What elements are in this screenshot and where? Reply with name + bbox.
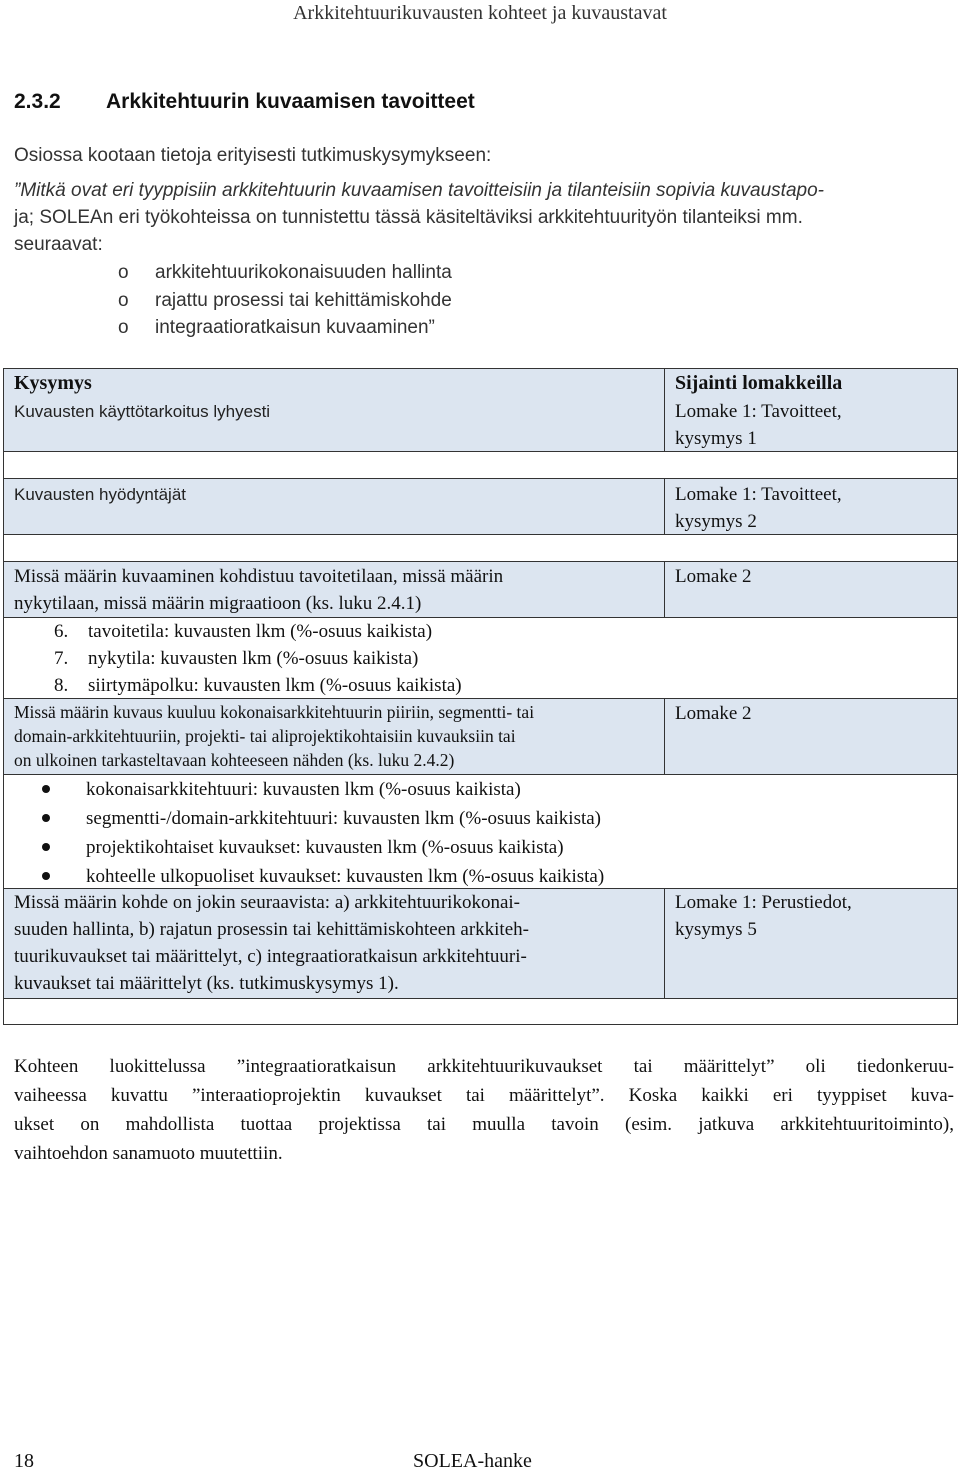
running-header: Arkkitehtuurikuvausten kohteet ja kuvaustavat bbox=[293, 2, 667, 24]
section-heading bbox=[14, 90, 475, 114]
quote-line: ”Mitkä ovat eri tyyppisiin arkkitehtuurin kuvaamisen tavoitteisiin ja tilanteisiin sopivia kuvaustapo- bbox=[14, 180, 824, 201]
location-line: Lomake 1: Tavoitteet, bbox=[675, 484, 842, 505]
list-item-text: arkkitehtuurikokonaisuuden hallinta bbox=[155, 262, 452, 283]
location-line: kysymys 2 bbox=[675, 511, 757, 532]
table-header-location: Sijainti lomakkeilla bbox=[675, 372, 843, 394]
question-cell bbox=[14, 563, 503, 617]
numbered-list bbox=[54, 618, 462, 699]
section-title: Arkkitehtuurin kuvaamisen tavoitteet bbox=[106, 90, 475, 113]
location-line: kysymys 5 bbox=[675, 919, 757, 940]
list-item-text: integraatioratkaisun kuvaaminen” bbox=[155, 317, 435, 338]
list-item: projektikohtaiset kuvaukset: kuvausten lkm (%-osuus kaikista) bbox=[34, 833, 604, 862]
question-cell: Kuvausten käyttötarkoitus lyhyesti bbox=[14, 402, 271, 421]
location-cell: Lomake 2 bbox=[675, 703, 752, 724]
question-line: nykytilaan, missä määrin migraatioon (ks. luku 2.4.1) bbox=[14, 593, 422, 614]
research-question-quote bbox=[14, 177, 950, 258]
list-item: 6. tavoitetila: kuvausten lkm (%-osuus kaikista) bbox=[54, 621, 433, 642]
list-marker: o bbox=[118, 290, 129, 311]
list-marker: o bbox=[118, 317, 129, 338]
paragraph-line: ukset on mahdollista tuottaa projektissa tai muulla tavoin (esim. jatkuva arkkitehtuuritoiminto), bbox=[14, 1114, 954, 1135]
body-paragraph bbox=[14, 1052, 954, 1168]
bullet-icon bbox=[42, 785, 50, 793]
list-item: kohteelle ulkopuoliset kuvaukset: kuvausten lkm (%-osuus kaikista) bbox=[34, 862, 604, 891]
section-number: 2.3.2 bbox=[14, 90, 61, 113]
bullet-icon bbox=[42, 843, 50, 851]
location-cell bbox=[675, 398, 842, 452]
paragraph-line: Kohteen luokittelussa ”integraatioratkaisun arkkitehtuurikuvaukset tai määrittelyt” oli tiedonkeruu- bbox=[14, 1056, 954, 1077]
bullet-icon bbox=[42, 872, 50, 880]
question-line: on ulkoinen tarkasteltavaan kohteeseen nähden (ks. luku 2.4.2) bbox=[14, 750, 455, 770]
page-number: 18 bbox=[14, 1450, 34, 1472]
bullet-list bbox=[34, 775, 604, 891]
location-line: Lomake 1: Perustiedot, bbox=[675, 892, 852, 913]
table-header-question: Kysymys bbox=[14, 372, 92, 394]
question-line: domain-arkkitehtuuriin, projekti- tai aliprojektikohtaisiin kuvauksiin tai bbox=[14, 726, 516, 746]
quote-line: ja; SOLEAn eri työkohteissa on tunnistettu tässä käsiteltäviksi arkkitehtuurityön tilanteiksi mm. bbox=[14, 207, 803, 228]
question-line: suuden hallinta, b) rajatun prosessin tai kehittämiskohteen arkkiteh- bbox=[14, 919, 529, 940]
question-line: tuurikuvaukset tai määrittelyt, c) integraatioratkaisun arkkitehtuuri- bbox=[14, 946, 527, 967]
question-table bbox=[3, 368, 958, 1025]
location-cell bbox=[675, 481, 842, 535]
location-line: Lomake 1: Tavoitteet, bbox=[675, 401, 842, 422]
list-marker: o bbox=[118, 262, 129, 283]
footer-publisher: SOLEA-hanke bbox=[413, 1450, 532, 1472]
list-item: 7. nykytila: kuvausten lkm (%-osuus kaikista) bbox=[54, 648, 419, 669]
bullet-icon bbox=[42, 814, 50, 822]
location-line: kysymys 1 bbox=[675, 428, 757, 449]
location-cell: Lomake 2 bbox=[675, 566, 752, 587]
question-line: Missä määrin kohde on jokin seuraavista: a) arkkitehtuurikokonai- bbox=[14, 892, 521, 913]
location-cell bbox=[675, 889, 852, 943]
paragraph-line: vaiheessa kuvattu ”interaatioprojektin kuvaukset tai määrittelyt”. Koska kaikki eri tyyppiset kuva- bbox=[14, 1085, 954, 1106]
list-item-text: rajattu prosessi tai kehittämiskohde bbox=[155, 290, 452, 311]
quote-line: seuraavat: bbox=[14, 234, 103, 255]
question-line: Missä määrin kuvaaminen kohdistuu tavoitetilaan, missä määrin bbox=[14, 566, 504, 587]
list-item: 8. siirtymäpolku: kuvausten lkm (%-osuus kaikista) bbox=[54, 675, 462, 696]
paragraph-line: vaihtoehdon sanamuoto muutettiin. bbox=[14, 1143, 283, 1164]
question-line: kuvaukset tai määrittelyt (ks. tutkimuskysymys 1). bbox=[14, 973, 399, 994]
question-cell bbox=[14, 700, 534, 772]
list-item: segmentti-/domain-arkkitehtuuri: kuvausten lkm (%-osuus kaikista) bbox=[34, 804, 604, 833]
intro-text: Osiossa kootaan tietoja erityisesti tutkimuskysymykseen: bbox=[14, 145, 492, 166]
question-cell bbox=[14, 889, 529, 997]
question-line: Missä määrin kuvaus kuuluu kokonaisarkkitehtuurin piiriin, segmentti- tai bbox=[14, 702, 535, 722]
question-cell: Kuvausten hyödyntäjät bbox=[14, 485, 187, 504]
list-item: kokonaisarkkitehtuuri: kuvausten lkm (%-osuus kaikista) bbox=[34, 775, 604, 804]
